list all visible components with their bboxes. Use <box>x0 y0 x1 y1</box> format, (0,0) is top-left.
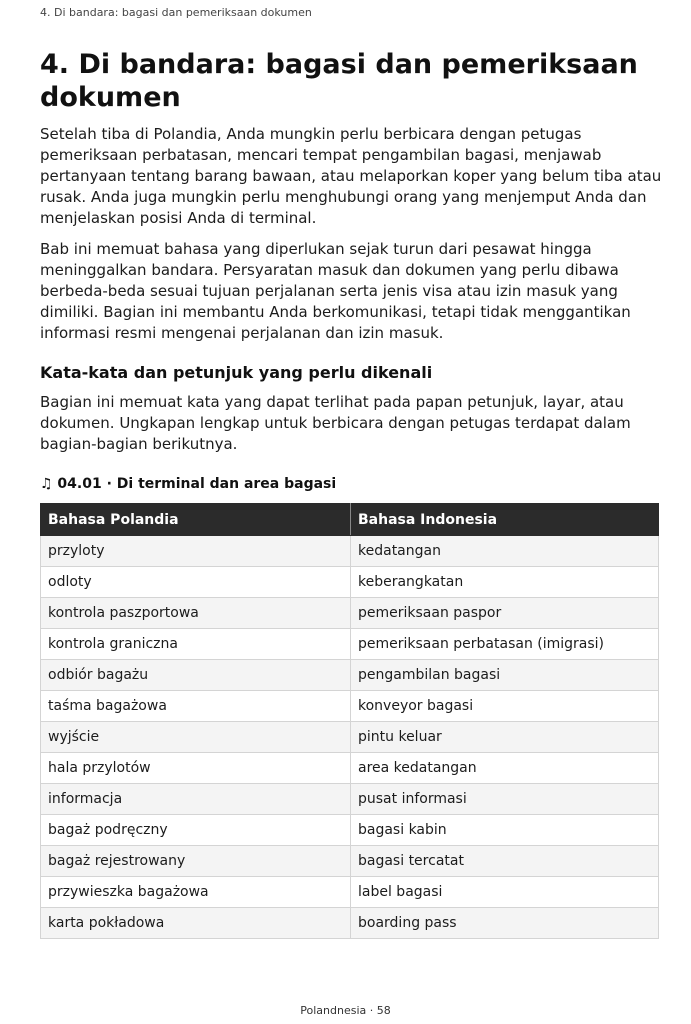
vocabulary-table <box>40 503 659 939</box>
cell-polish: przywieszka bagażowa <box>41 877 351 908</box>
cell-polish: taśma bagażowa <box>41 691 351 722</box>
cell-polish: odbiór bagażu <box>41 660 351 691</box>
audio-track-heading: ♫ 04.01 · Di terminal dan area bagasi <box>40 476 337 492</box>
section-intro: Bagian ini memuat kata yang dapat terlihat pada papan petunjuk, layar, atau dokumen. Ungkapan lengkap untuk berbicara dengan petugas terdapat dalam bagian-bagian berikutnya. <box>40 393 631 453</box>
vocabulary-table-body <box>41 536 659 939</box>
table-row <box>41 753 659 784</box>
table-row <box>41 567 659 598</box>
table-row <box>41 877 659 908</box>
page-title: 4. Di bandara: bagasi dan pemeriksaan dokumen <box>40 49 638 113</box>
table-row <box>41 629 659 660</box>
cell-polish: informacja <box>41 784 351 815</box>
table-header-row <box>41 504 659 536</box>
cell-indonesian: label bagasi <box>351 877 659 908</box>
cell-polish: wyjście <box>41 722 351 753</box>
cell-polish: kontrola graniczna <box>41 629 351 660</box>
cell-indonesian: pemeriksaan perbatasan (imigrasi) <box>351 629 659 660</box>
cell-indonesian: keberangkatan <box>351 567 659 598</box>
cell-indonesian: pusat informasi <box>351 784 659 815</box>
cell-indonesian: boarding pass <box>351 908 659 939</box>
cell-indonesian: konveyor bagasi <box>351 691 659 722</box>
cell-indonesian: bagasi kabin <box>351 815 659 846</box>
cell-indonesian: bagasi tercatat <box>351 846 659 877</box>
cell-polish: odloty <box>41 567 351 598</box>
table-row <box>41 722 659 753</box>
table-row <box>41 691 659 722</box>
table-row <box>41 846 659 877</box>
page-content <box>40 48 662 939</box>
table-row <box>41 784 659 815</box>
table-row <box>41 815 659 846</box>
intro-paragraph-1: Setelah tiba di Polandia, Anda mungkin perlu berbicara dengan petugas pemeriksaan perbatasan, mencari tempat pengambilan bagasi, menjawab pertanyaan tentang barang bawaan, atau melaporkan koper yang belum tiba atau rusak. Anda juga mungkin perlu menghubungi orang yang menjemput Anda dan menjelaskan posisi Anda di terminal. <box>40 125 662 227</box>
column-header-polish: Bahasa Polandia <box>41 504 351 536</box>
cell-polish: bagaż podręczny <box>41 815 351 846</box>
cell-polish: hala przylotów <box>41 753 351 784</box>
cell-polish: bagaż rejestrowany <box>41 846 351 877</box>
cell-indonesian: pemeriksaan paspor <box>351 598 659 629</box>
cell-polish: przyloty <box>41 536 351 567</box>
table-row <box>41 660 659 691</box>
cell-indonesian: area kedatangan <box>351 753 659 784</box>
table-row <box>41 536 659 567</box>
cell-indonesian: pintu keluar <box>351 722 659 753</box>
page-footer: Polandnesia · 58 <box>300 1004 391 1017</box>
running-header: 4. Di bandara: bagasi dan pemeriksaan dokumen <box>40 6 312 19</box>
intro-paragraph-2: Bab ini memuat bahasa yang diperlukan sejak turun dari pesawat hingga meninggalkan bandara. Persyaratan masuk dan dokumen yang perlu dibawa berbeda-beda sesuai tujuan perjalanan serta jenis visa atau izin masuk yang dimiliki. Bagian ini membantu Anda berkomunikasi, tetapi tidak menggantikan informasi resmi mengenai perjalanan dan izin masuk. <box>40 240 631 342</box>
cell-polish: karta pokładowa <box>41 908 351 939</box>
section-heading: Kata-kata dan petunjuk yang perlu dikenali <box>40 363 433 382</box>
column-header-indonesian: Bahasa Indonesia <box>351 504 659 536</box>
table-row <box>41 908 659 939</box>
cell-indonesian: kedatangan <box>351 536 659 567</box>
table-row <box>41 598 659 629</box>
cell-polish: kontrola paszportowa <box>41 598 351 629</box>
cell-indonesian: pengambilan bagasi <box>351 660 659 691</box>
